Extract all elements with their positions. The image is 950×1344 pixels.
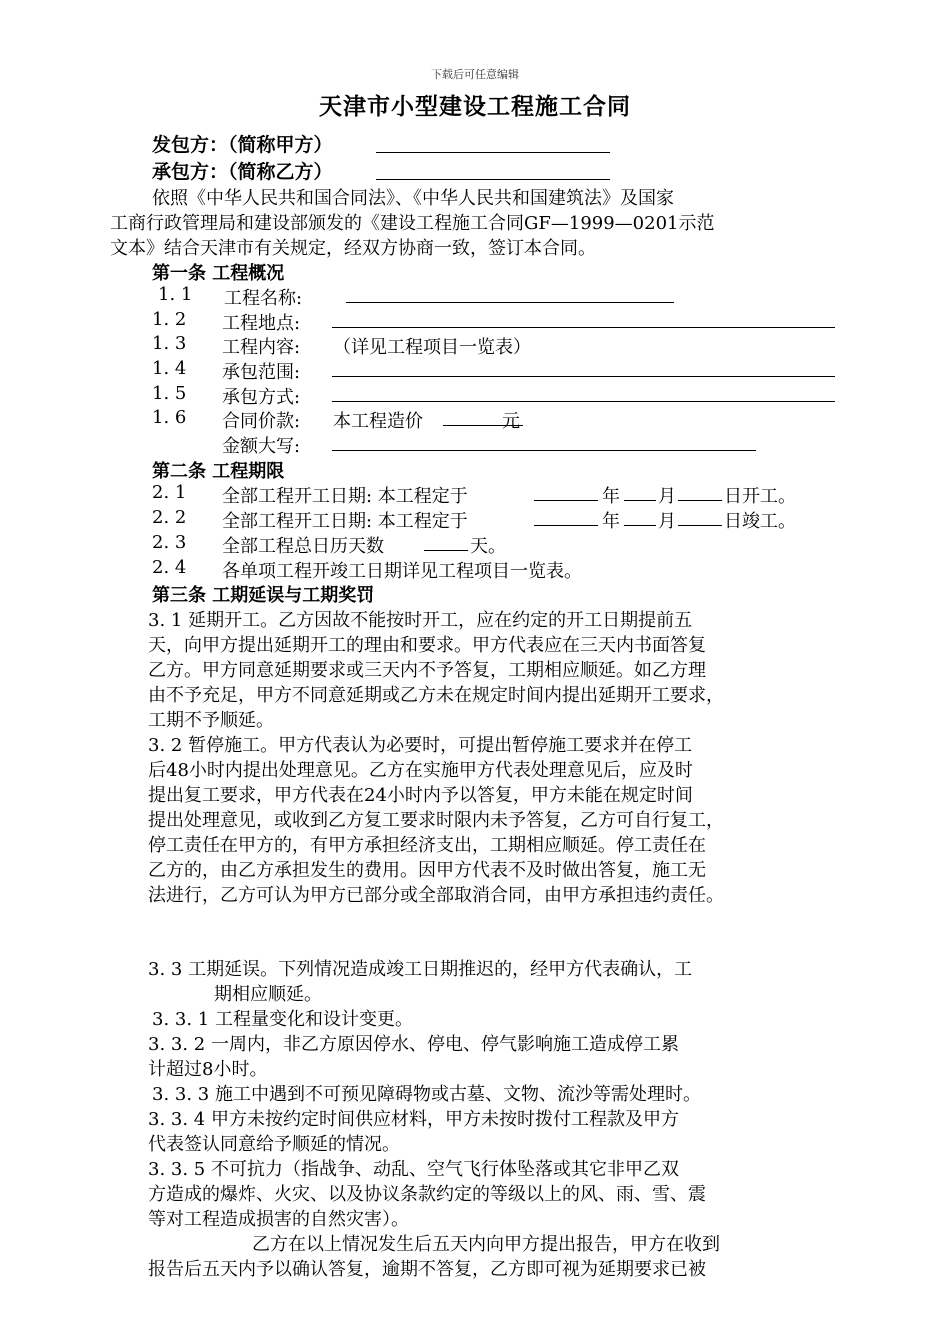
para-line: 工期不予顺延。	[148, 710, 274, 731]
contractor-blank	[376, 179, 610, 180]
para-line: 3. 3. 5 不可抗力（指战争、动乱、空气飞行体坠落或其它非甲乙双	[148, 1159, 679, 1180]
article3-heading: 第三条 工期延误与工期奖罚	[152, 585, 375, 606]
project-content-value: （详见工程项目一览表）	[333, 337, 531, 358]
item-label: 工程内容:	[222, 337, 301, 358]
contract-mode-blank	[332, 401, 835, 402]
para-line: 天，向甲方提出延期开工的理由和要求。甲方代表应在三天内书面答复	[148, 635, 706, 656]
item-number: 2. 3	[152, 532, 187, 553]
item-number: 2. 1	[152, 482, 187, 503]
year-label: 年	[602, 511, 620, 532]
price-suffix: 元	[502, 411, 520, 432]
article2-heading: 第二条 工程期限	[152, 461, 285, 482]
days-blank	[424, 550, 468, 551]
item-label: 承包范围:	[222, 362, 301, 383]
para-line: 3. 3. 2 一周内，非乙方原因停水、停电、停气影响施工造成停工累	[148, 1034, 679, 1055]
month-blank	[624, 525, 656, 526]
item-text: 全部工程开工日期: 本工程定于	[222, 511, 468, 532]
para-line: 3. 1 延期开工。乙方因故不能按时开工，应在约定的开工日期提前五	[148, 610, 693, 631]
para-line: 3. 3. 4 甲方未按约定时间供应材料，甲方未按时拨付工程款及甲方	[148, 1109, 679, 1130]
para-line: 期相应顺延。	[214, 984, 322, 1005]
amount-words-blank	[332, 450, 756, 451]
employer-blank	[376, 152, 610, 153]
article1-heading: 第一条 工程概况	[152, 263, 285, 284]
para-line: 提出复工要求，甲方代表在24小时内予以答复，甲方未能在规定时间	[148, 785, 693, 806]
price-prefix: 本工程造价	[333, 411, 423, 432]
para-line: 3. 3. 3 施工中遇到不可预见障碍物或古墓、文物、流沙等需处理时。	[152, 1084, 701, 1105]
para-line: 停工责任在甲方的，有甲方承担经济支出，工期相应顺延。停工责任在	[148, 835, 706, 856]
para-line: 报告后五天内予以确认答复，逾期不答复，乙方即可视为延期要求已被	[148, 1259, 706, 1280]
para-line: 3. 3. 1 工程量变化和设计变更。	[152, 1009, 413, 1030]
item-number: 1. 6	[152, 407, 187, 428]
item-number: 1. 5	[152, 383, 187, 404]
item-number: 1. 2	[152, 309, 187, 330]
para-line: 代表签认同意给予顺延的情况。	[148, 1134, 400, 1155]
intro-line: 文本》结合天津市有关规定，经双方协商一致，签订本合同。	[110, 238, 596, 259]
contract-title: 天津市小型建设工程施工合同	[319, 94, 631, 120]
item-number: 1. 3	[152, 333, 187, 354]
item-text: 全部工程开工日期: 本工程定于	[222, 486, 468, 507]
project-location-blank	[332, 327, 835, 328]
para-line: 提出处理意见，或收到乙方复工要求时限内未予答复，乙方可自行复工，	[148, 810, 724, 831]
scope-blank	[332, 376, 835, 377]
para-line: 法进行，乙方可认为甲方已部分或全部取消合同，由甲方承担违约责任。	[148, 885, 724, 906]
para-line: 3. 3 工期延误。下列情况造成竣工日期推迟的，经甲方代表确认，工	[148, 959, 693, 980]
day-blank	[678, 500, 722, 501]
para-line: 3. 2 暂停施工。甲方代表认为必要时，可提出暂停施工要求并在停工	[148, 735, 693, 756]
item-text: 全部工程总日历天数	[222, 536, 384, 557]
month-blank	[624, 500, 656, 501]
item-number: 1. 4	[152, 358, 187, 379]
item-number: 1. 1	[158, 284, 193, 305]
year-blank	[534, 500, 598, 501]
employer-label: 发包方：（简称甲方）	[152, 134, 333, 156]
item-text: 各单项工程开竣工日期详见工程项目一览表。	[222, 561, 582, 582]
item-number: 2. 2	[152, 507, 187, 528]
item-label: 工程地点:	[222, 313, 301, 334]
month-label: 月	[658, 486, 676, 507]
contractor-label: 承包方：（简称乙方）	[152, 161, 333, 183]
para-line: 方造成的爆炸、火灾、以及协议条款约定的等级以上的风、雨、雪、震	[148, 1184, 706, 1205]
header-note: 下载后可任意编辑	[431, 68, 519, 81]
para-line: 计超过8小时。	[148, 1059, 268, 1080]
para-line: 乙方的，由乙方承担发生的费用。因甲方代表不及时做出答复，施工无	[148, 860, 706, 881]
item-label: 承包方式:	[222, 387, 301, 408]
item-label: 工程名称:	[224, 288, 303, 309]
year-blank	[534, 525, 598, 526]
day-text: 日开工。	[724, 486, 796, 507]
para-line: 等对工程造成损害的自然灾害）。	[148, 1209, 409, 1230]
item-number: 2. 4	[152, 557, 187, 578]
intro-line: 工商行政管理局和建设部颁发的《建设工程施工合同GF—1999—0201示范	[110, 213, 715, 234]
para-line: 后48小时内提出处理意见。乙方在实施甲方代表处理意见后，应及时	[148, 760, 693, 781]
para-line: 乙方在以上情况发生后五天内向甲方提出报告，甲方在收到	[252, 1234, 720, 1255]
amount-words-label: 金额大写:	[222, 436, 301, 457]
para-line: 由不予充足，甲方不同意延期或乙方未在规定时间内提出延期开工要求，	[148, 685, 724, 706]
year-label: 年	[602, 486, 620, 507]
project-name-blank	[346, 302, 674, 303]
para-line: 乙方。甲方同意延期要求或三天内不予答复，工期相应顺延。如乙方理	[148, 660, 706, 681]
item-label: 合同价款:	[222, 411, 301, 432]
day-text: 日竣工。	[724, 511, 796, 532]
intro-line: 依照《中华人民共和国合同法》、《中华人民共和国建筑法》及国家	[152, 188, 674, 209]
day-blank	[678, 525, 722, 526]
item-text: 天。	[470, 536, 506, 557]
month-label: 月	[658, 511, 676, 532]
